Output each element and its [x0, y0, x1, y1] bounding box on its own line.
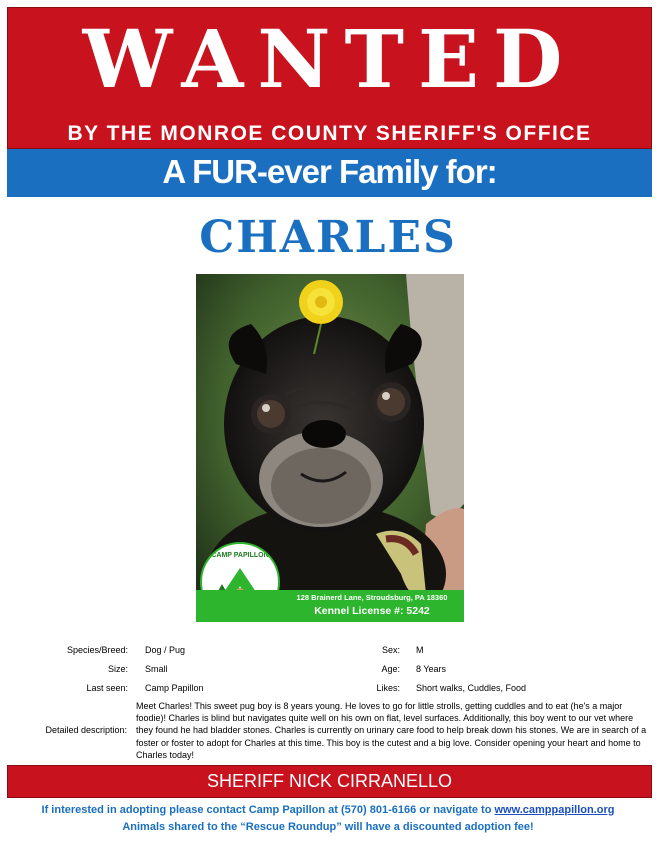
- description-label: Detailed description:: [45, 725, 127, 735]
- sheriff-banner: [7, 765, 652, 798]
- description-text: Meet Charles! This sweet pug boy is 8 years young. He loves to go for little strolls, getting cuddles and to eat (he's a major foodie)! Charles is blind but navigates quite well on his own on flat, level surfaces. Additionally, this boy went to our vet where they found he had bladder stones. Charles is currently on urinary care food to help break down his stones. We are in search of a foster or foster to adopt for Charles at this time. This boy is the cutest and a big love. Consider opening your heart and home to Charles today!: [136, 701, 647, 760]
- age-value: 8 Years: [416, 664, 447, 674]
- tagline-text: A FUR-ever Family for:: [162, 153, 497, 190]
- sex-value: M: [416, 645, 424, 655]
- shelter-info-bar: [196, 590, 464, 622]
- wanted-banner: [7, 7, 652, 149]
- discount-note: Animals shared to the “Rescue Roundup” will have a discounted adoption fee!: [122, 821, 534, 833]
- age-label: Age:: [381, 664, 400, 674]
- last-seen-label: Last seen:: [86, 683, 128, 693]
- sheriff-name: SHERIFF NICK CIRRANELLO: [206, 771, 453, 791]
- size-value: Small: [145, 664, 168, 674]
- logo-top-text: CAMP PAPILLON: [211, 552, 269, 559]
- pet-photo: [196, 274, 464, 622]
- sex-label: Sex:: [381, 645, 400, 655]
- likes-value: Short walks, Cuddles, Food: [416, 683, 527, 693]
- likes-label: Likes:: [376, 683, 400, 693]
- species-value: Dog / Pug: [145, 645, 186, 655]
- contact-line: [0, 804, 656, 816]
- size-label: Size:: [107, 664, 128, 674]
- kennel-license: Kennel License #: 5242: [314, 605, 430, 617]
- species-label: Species/Breed:: [66, 645, 128, 655]
- sheriff-office-subtitle: BY THE MONROE COUNTY SHERIFF'S OFFICE: [67, 122, 592, 145]
- wanted-title: WANTED: [82, 12, 577, 106]
- pet-name: CHARLES: [199, 212, 457, 263]
- contact-text: If interested in adopting please contact Camp Papillon at (570) 801-6166 or navigate to: [41, 804, 495, 816]
- shelter-address: 128 Brainerd Lane, Stroudsburg, PA 18360: [296, 593, 448, 602]
- website-link[interactable]: www.camppapillon.org: [494, 804, 615, 816]
- tagline-banner: [7, 149, 652, 197]
- last-seen-value: Camp Papillon: [145, 683, 204, 693]
